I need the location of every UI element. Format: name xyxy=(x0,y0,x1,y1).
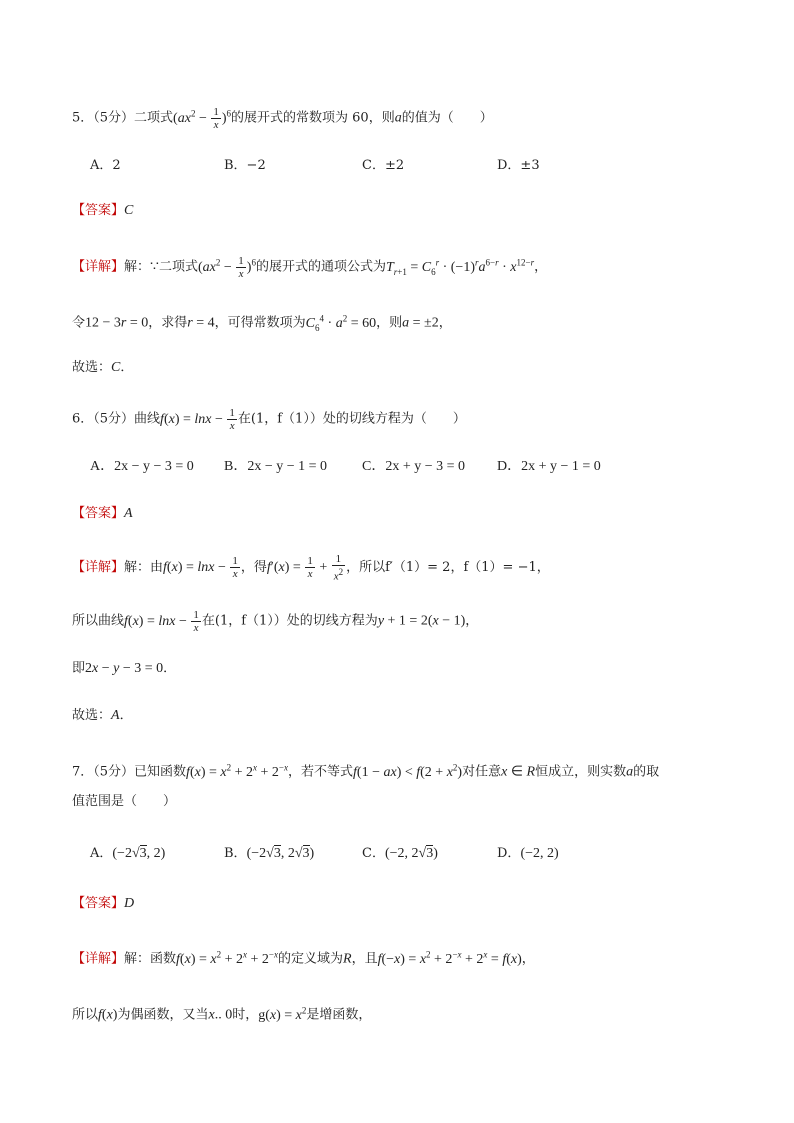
q7-answer: 【答案】D xyxy=(72,896,135,911)
q5-option-c[interactable]: C．±2 xyxy=(362,158,405,173)
q5-option-a[interactable]: A．2 xyxy=(90,158,121,173)
q7-stem-line2: 值范围是（ ） xyxy=(72,794,177,809)
q5-detail-line2: 令12 − 3r = 0，求得r = 4，可得常数项为$C_6^4 \cdot a^2 = 60$，则a = ±2， xyxy=(72,313,452,333)
q6-detail-line3: 即2x − y − 3 = 0． xyxy=(72,661,177,676)
q6-detail-line2: 所以曲线f(x) = lnx − $\frac{1}{x}$ 在(1，f（1））处的切线方程为y + 1 = 2(x − 1)， xyxy=(72,609,479,634)
q7-detail-line2: 所以f(x)为偶函数，又当x.. 0时，$g(x) = x^2$是增函数， xyxy=(72,1005,372,1023)
q6-stem: 6．（5分）曲线f(x) = lnx − $\frac{1}{x}$ 在(1，f（1））处的切线方程为（ ） xyxy=(72,407,466,432)
q7-option-c[interactable]: C．(−2, 2√3) xyxy=(362,846,438,861)
q5-detail-line1: 【详解】解：∵二项式($ax^2$ − $\frac{1}{x}$ )$^6$的展开式的通项公式为$T_{r+1} = C_6^r \cdot (-1)^ra^{6-r} \cdot x^{12-r}$， xyxy=(72,254,548,280)
q6-answer: 【答案】A xyxy=(72,506,133,521)
q7-option-b[interactable]: B．(−2√3, 2√3) xyxy=(224,846,315,861)
q7-stem-line1: 7．（5分）已知函数$f(x) = x^2 + 2^x + 2^{-x}$，若不等式$f(1 - ax) < f(2 + x^2)$对任意x ∈ R恒成立，则实数a的取 xyxy=(72,762,660,780)
q5-option-d[interactable]: D．±3 xyxy=(497,158,540,173)
q6-choose: 故选：A． xyxy=(72,708,133,723)
q6-option-b[interactable]: B．2x − y − 1 = 0 xyxy=(224,459,328,474)
q7-option-d[interactable]: D．(−2, 2) xyxy=(497,846,559,861)
q5-choose: 故选：C． xyxy=(72,360,134,375)
q5-binomial: ($ax^2$ − $\frac{1}{x}$ )$^6$ xyxy=(173,105,232,131)
q5-stem: 5．（5分）二项式($ax^2$ − $\frac{1}{x}$ )$^6$的展开式的常数项为 60，则a的值为（ ） xyxy=(72,105,493,131)
q6-detail-line1: 【详解】解：由f(x) = lnx − $\frac{1}{x}$ ，得f′(x) = $\frac{1}{x}$ + $\frac{1}{x^2}$ ，所以f′（1）= 2，f（1）= −1， xyxy=(72,553,550,583)
q6-option-c[interactable]: C．2x + y − 3 = 0 xyxy=(362,459,466,474)
q7-detail-line1: 【详解】解：函数$f(x) = x^2 + 2^x + 2^{-x}$的定义域为R，且$f(-x) = x^2 + 2^{-x} + 2^x = f(x)$， xyxy=(72,949,535,967)
q7-option-a[interactable]: A．(−2√3, 2) xyxy=(90,846,166,861)
q6-option-d[interactable]: D．2x + y − 1 = 0 xyxy=(497,459,601,474)
q5-option-b[interactable]: B．−2 xyxy=(224,158,266,173)
q6-option-a[interactable]: A．2x − y − 3 = 0 xyxy=(90,459,194,474)
q5-answer: 【答案】C xyxy=(72,203,134,218)
